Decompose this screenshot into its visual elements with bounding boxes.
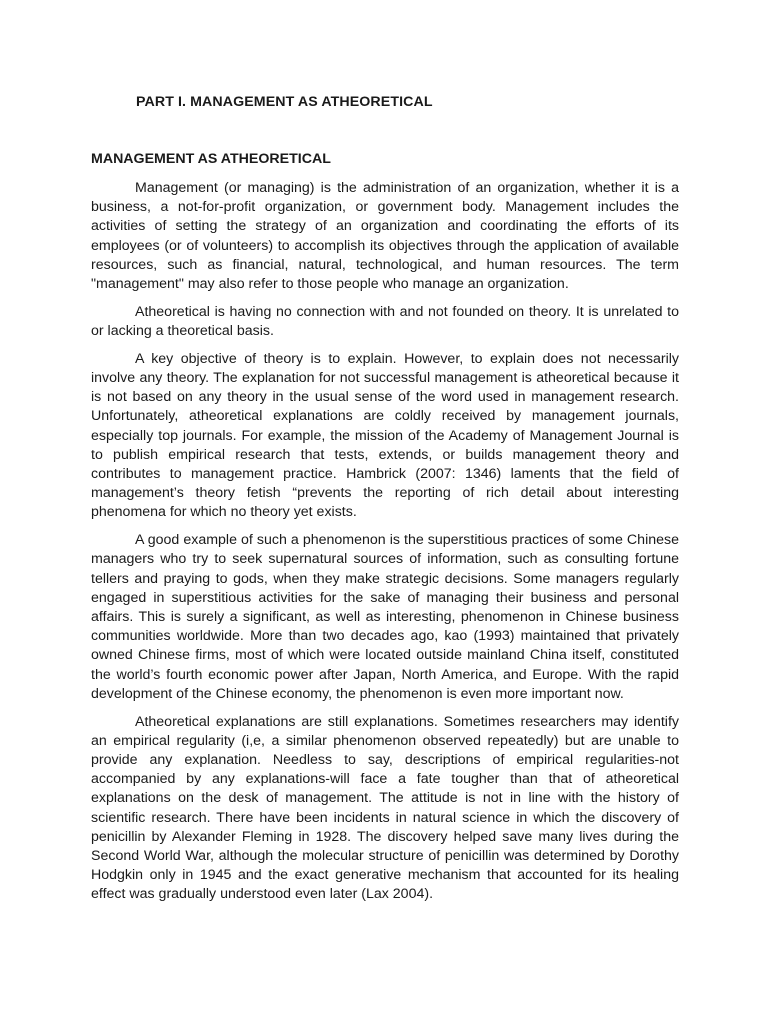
paragraph-superstitious-practices: A good example of such a phenomenon is the superstitious practices of some Chinese managers who try to seek supernatural sources of information, such as consulting fortune tellers and praying to gods, when they make strategic decisions. Some managers regularly engaged in superstitious activities for the sake of managing their business and personal affairs. This is surely a significant, as well as interesting, phenomenon in Chinese business communities worldwide. More than two decades ago, kao (1993) maintained that privately owned Chinese firms, most of which were located outside mainland China itself, constituted the world’s fourth economic power after Japan, North America, and Europe. With the rapid development of the Chinese economy, the phenomenon is even more important now. [91,532,679,702]
body-text [91,179,679,913]
paragraph-atheoretical-explanations: Atheoretical explanations are still explanations. Sometimes researchers may identify an empirical regularity (i,e, a similar phenomenon observed repeatedly) but are unable to provide any explanation. Needless to say, descriptions of empirical regularities-not accompanied by any explanations-will face a fate tougher than that of atheoretical explanations on the desk of management. The attitude is not in line with the history of scientific research. There have been incidents in natural science in which the discovery of penicillin by Alexander Fleming in 1928. The discovery helped save many lives during the Second World War, although the molecular structure of penicillin was determined by Dorothy Hodgkin only in 1945 and the exact generative mechanism that accounted for its healing effect was gradually understood even later (Lax 2004). [91,713,679,903]
paragraph-theory-objective: A key objective of theory is to explain. However, to explain does not necessarily involve any theory. The explanation for not successful management is atheoretical because it is not based on any theory in the usual sense of the word used in management research. Unfortunately, atheoretical explanations are coldly received by management journals, especially top journals. For example, the mission of the Academy of Management Journal is to publish empirical research that tests, extends, or builds management theory and contributes to management practice. Hambrick (2007: 1346) laments that the field of management’s theory fetish “prevents the reporting of rich detail about interesting phenomena for which no theory yet exists. [91,350,679,521]
paragraph-management-definition: Management (or managing) is the administration of an organization, whether it is a business, a not-for-profit organization, or government body. Management includes the activities of setting the strategy of an organization and coordinating the efforts of its employees (or of volunteers) to accomplish its objectives through the application of available resources, such as financial, natural, technological, and human resources. The term "management" may also refer to those people who manage an organization. [91,180,679,293]
paragraph-atheoretical-definition: Atheoretical is having no connection with and not founded on theory. It is unrelated to or lacking a theoretical basis. [91,303,679,340]
part-title: PART I. MANAGEMENT AS ATHEORETICAL [136,94,433,110]
section-title: MANAGEMENT AS ATHEORETICAL [91,151,331,167]
